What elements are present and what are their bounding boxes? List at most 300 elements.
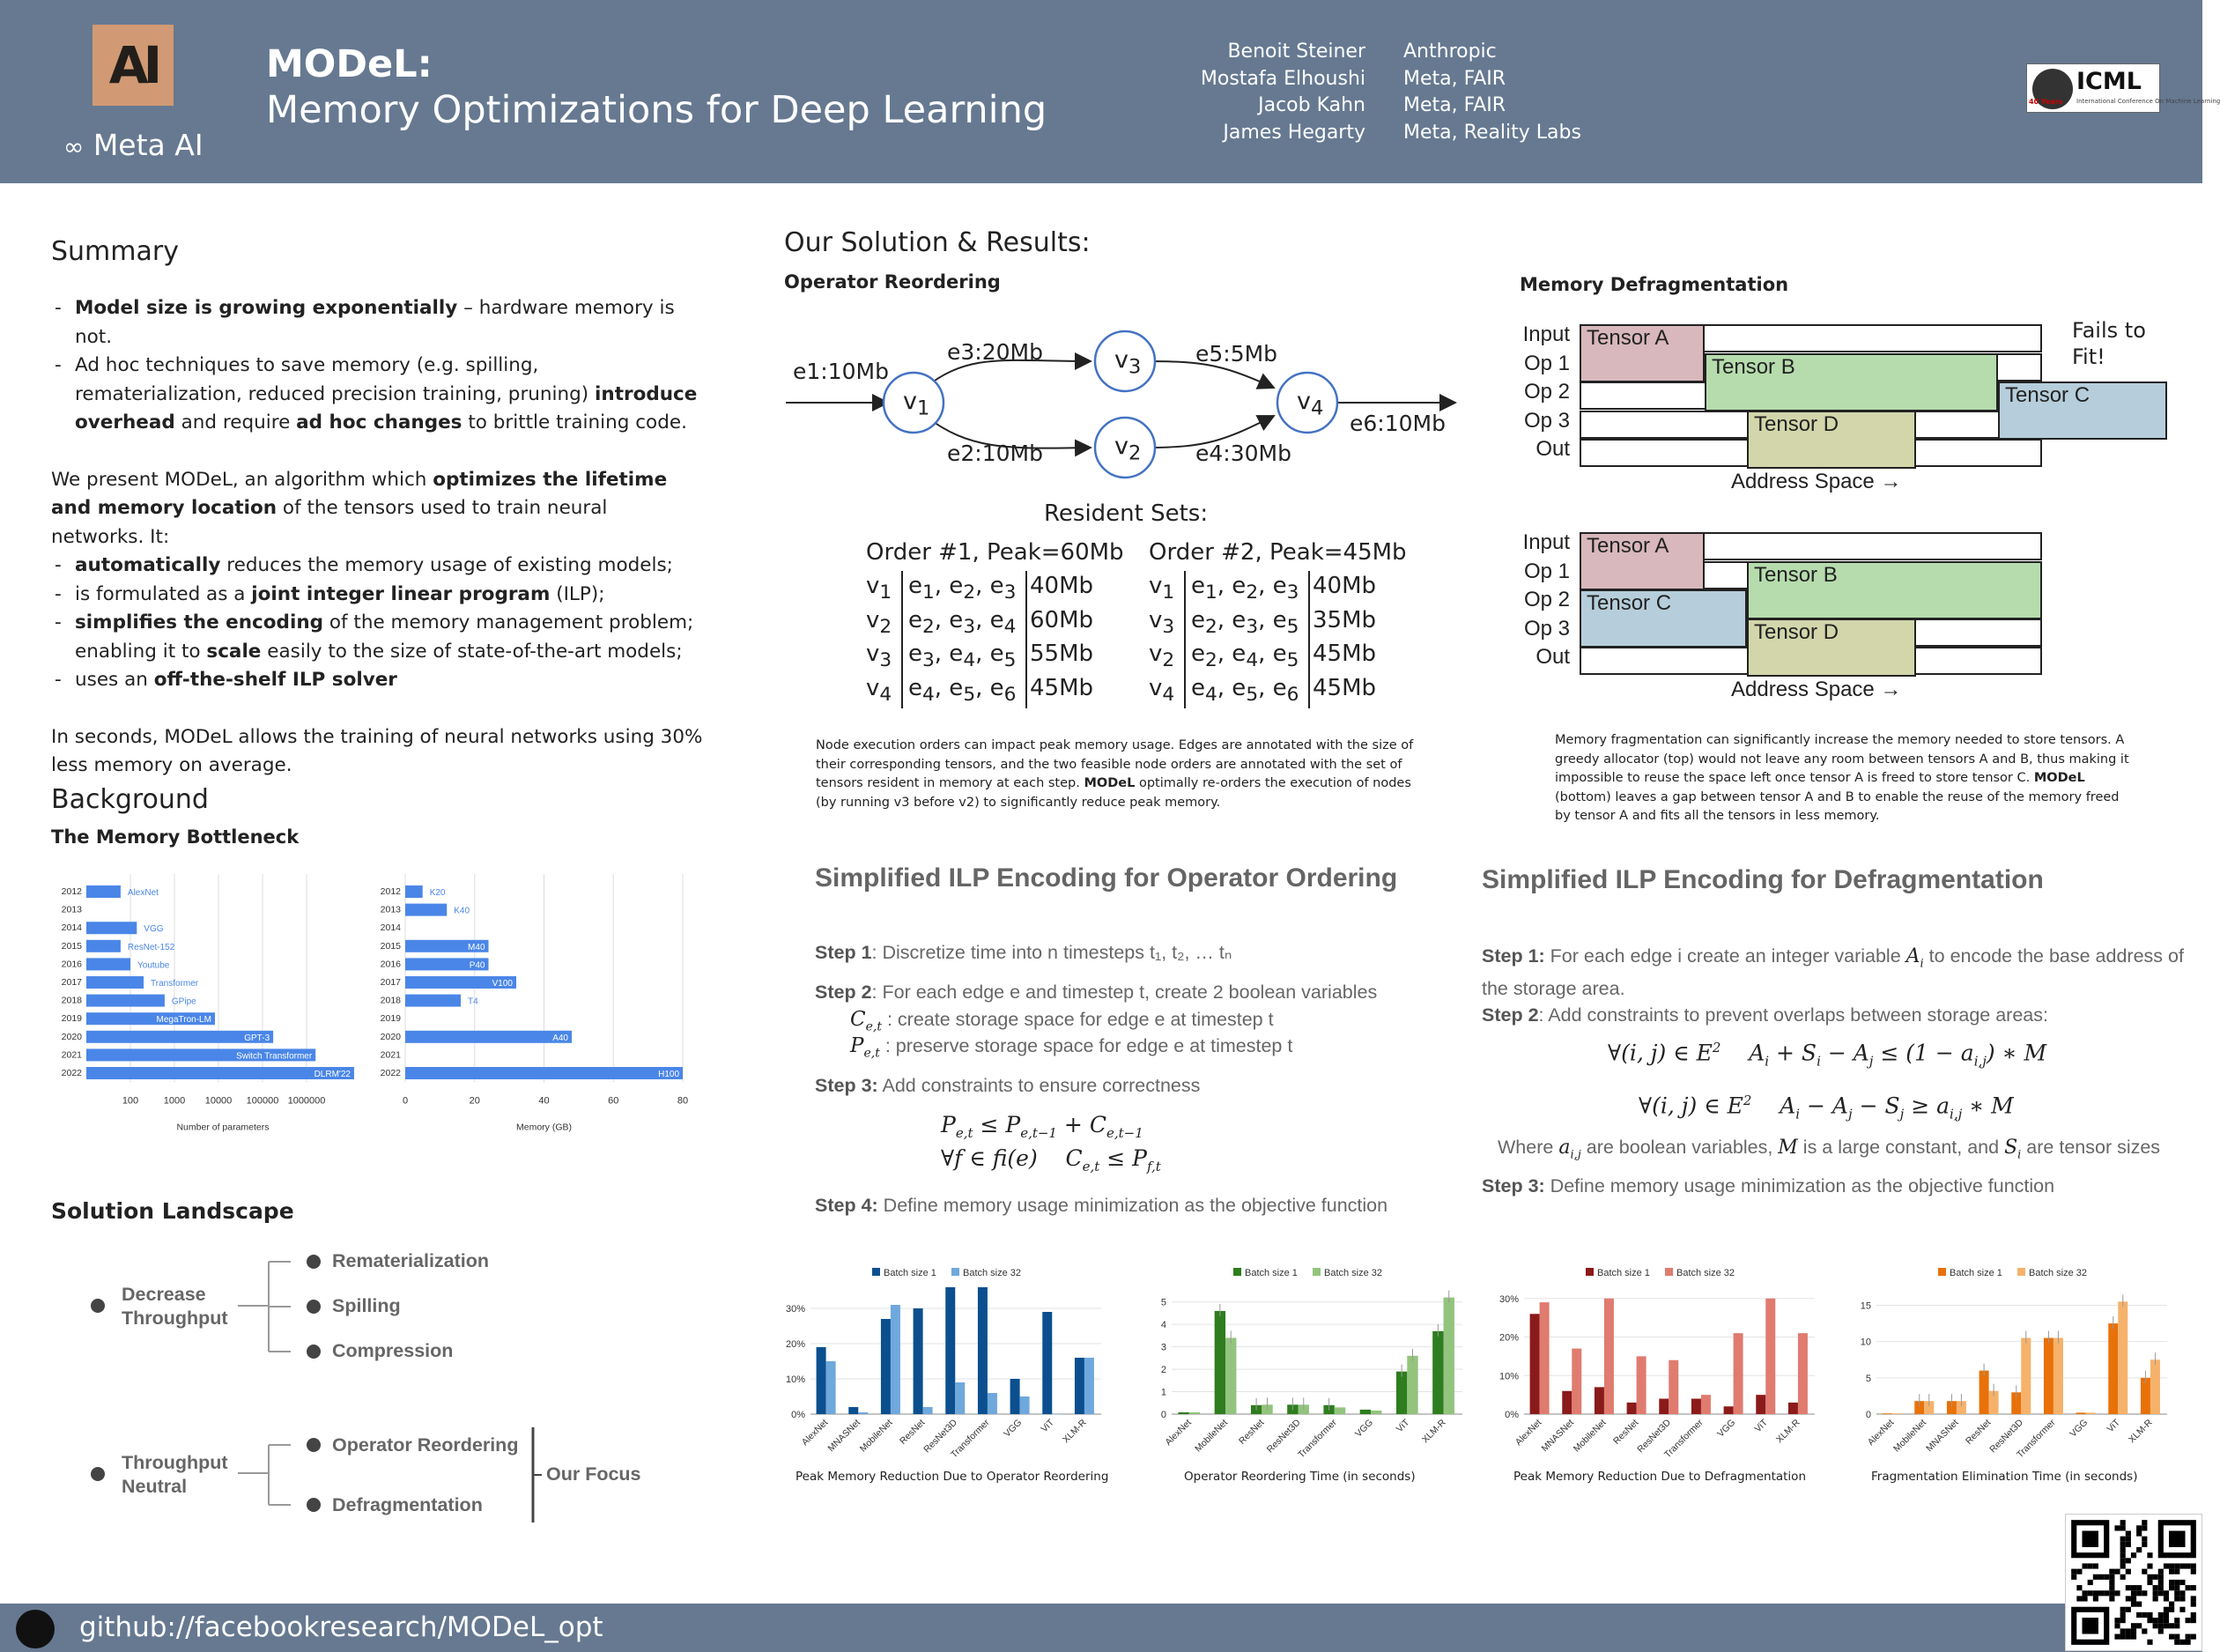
text: Add constraints to ensure correctness	[877, 1075, 1201, 1096]
operator-reordering-heading: Operator Reordering	[784, 271, 1001, 293]
qr-module	[2191, 1618, 2196, 1623]
branch-dot-icon	[307, 1255, 321, 1269]
set-cell: $e_4$, $e_5$, $e_6$	[908, 674, 1017, 706]
summary-bullet	[51, 666, 703, 695]
qr-finder	[2169, 1530, 2185, 1546]
node-cell: $v_3$	[866, 641, 892, 672]
year-label: 2013	[380, 904, 401, 915]
qr-module	[2153, 1623, 2158, 1628]
tick-label: 0%	[1505, 1410, 1519, 1420]
bold-text: introduce overhead	[75, 382, 698, 433]
qr-module	[2158, 1590, 2164, 1596]
text: Define memory usage minimization as the objective function	[877, 1195, 1388, 1216]
qr-module	[2126, 1628, 2131, 1633]
parameters-chart	[51, 872, 359, 1163]
bar	[1883, 1413, 1892, 1414]
qr-module	[2120, 1634, 2126, 1640]
bar	[891, 1305, 900, 1414]
tick-label: 60	[608, 1095, 619, 1107]
bar	[1075, 1358, 1084, 1414]
tick-label: 10	[1860, 1337, 1871, 1348]
qr-module	[2104, 1574, 2109, 1580]
reorder-caption	[816, 737, 1415, 812]
bar	[405, 885, 423, 898]
tick-label: 5	[1160, 1297, 1166, 1308]
qr-module	[2071, 1574, 2076, 1580]
icml-logo	[2026, 63, 2220, 113]
qr-module	[2169, 1607, 2174, 1612]
qr-module	[2136, 1525, 2142, 1530]
qr-module	[2142, 1525, 2147, 1530]
p-et-symbol: $P_{e,t}$	[850, 1034, 880, 1061]
edge-e4-label: e4:30Mb	[1195, 441, 1291, 466]
qr-module	[2169, 1580, 2174, 1585]
year-label: 2012	[61, 886, 82, 897]
qr-module	[2120, 1628, 2126, 1633]
bar	[1756, 1395, 1765, 1414]
bar	[1215, 1311, 1225, 1414]
order2-title: Order #2, Peak=45Mb	[1149, 539, 1407, 566]
qr-module	[2186, 1563, 2191, 1568]
qr-module	[2131, 1590, 2136, 1596]
legend-label: Batch size 1	[1245, 1268, 1298, 1278]
category-label: AlexNet	[799, 1417, 831, 1448]
branch-dot-icon	[307, 1300, 321, 1314]
set-cell: $e_1$, $e_2$, $e_3$	[908, 573, 1017, 604]
qr-module	[2082, 1563, 2087, 1568]
qr-module	[2126, 1634, 2131, 1640]
ilp-defrag-step1	[1482, 944, 2187, 1001]
set-cell: $e_2$, $e_3$, $e_5$	[1191, 606, 1299, 638]
defragmentation-label: Defragmentation	[332, 1494, 483, 1515]
divider	[1184, 571, 1186, 606]
row-label: Op 3	[1523, 616, 1570, 641]
bar	[86, 995, 165, 1007]
summary-text	[51, 294, 703, 781]
background-heading: Background	[51, 784, 209, 815]
tick-label: 20	[469, 1095, 480, 1107]
category-label: MNASNet	[825, 1417, 862, 1455]
qr-module	[2131, 1634, 2136, 1640]
category-label: ResNet3D	[921, 1417, 959, 1456]
ilp-defrag-where	[1498, 1137, 2160, 1161]
category-label: VGG	[2068, 1417, 2090, 1440]
text: are tensor sizes	[2021, 1137, 2161, 1158]
qr-module	[2158, 1618, 2164, 1623]
qr-code-icon[interactable]	[2065, 1514, 2202, 1651]
qr-module	[2088, 1590, 2093, 1596]
category-label: ResNet3D	[1635, 1417, 1673, 1456]
qr-module	[2114, 1590, 2120, 1596]
year-label: 2021	[380, 1049, 401, 1061]
qr-module	[2174, 1640, 2179, 1645]
year-label: 2016	[380, 959, 401, 970]
row-label: Op 2	[1523, 380, 1570, 404]
category-label: AlexNet	[1865, 1417, 1897, 1448]
text: uses an	[75, 669, 154, 691]
defrag-caption	[1555, 731, 2136, 826]
size-cell: 45Mb	[1030, 674, 1094, 701]
bar	[1765, 1299, 1775, 1414]
bar	[2076, 1412, 2086, 1414]
bar	[405, 995, 461, 1007]
meta-ai-logo: ∞ Meta AI	[63, 128, 204, 162]
qr-module	[2164, 1590, 2169, 1596]
tensor-block: Tensor B	[1705, 353, 1998, 411]
year-label: 2017	[61, 977, 82, 988]
qr-module	[2147, 1618, 2152, 1623]
qr-module	[2142, 1537, 2147, 1542]
chart-caption: Peak Memory Reduction Due to Operator Reordering	[796, 1470, 1109, 1484]
qr-module	[2142, 1612, 2147, 1618]
row-label: Op 1	[1523, 559, 1570, 583]
qr-module	[2076, 1585, 2082, 1590]
qr-module	[2109, 1574, 2114, 1580]
bar	[2118, 1301, 2128, 1414]
resident-sets-title: Resident Sets:	[1044, 500, 1209, 527]
bold-text: optimizes the lifetime and memory location	[51, 468, 668, 519]
step-label: Step 4:	[815, 1195, 878, 1216]
branch-dot-icon	[307, 1498, 321, 1512]
bar	[1530, 1314, 1540, 1414]
qr-module	[2142, 1542, 2147, 1547]
summary-heading: Summary	[51, 236, 179, 267]
affiliation: Meta, FAIR	[1403, 94, 1506, 116]
qr-module	[2126, 1569, 2131, 1574]
bar	[2086, 1412, 2096, 1414]
tick-label: 20%	[1498, 1332, 1519, 1344]
bar	[1980, 1371, 1989, 1414]
year-label: 2012	[380, 886, 401, 897]
text: of the memory management problem; enabling it to	[75, 611, 694, 663]
qr-module	[2142, 1628, 2147, 1633]
text: Memory fragmentation can significantly increase the memory needed to store tensors. A greedy allocator (top) would not leave any room between tensors A and B, thus making it impossible to reuse the space left once tensor A is freed to store tensor C.	[1555, 733, 2129, 785]
qr-module	[2126, 1542, 2131, 1547]
qr-module	[2114, 1569, 2120, 1574]
text: (ILP);	[550, 582, 605, 605]
ilp-order-step1	[815, 942, 1232, 964]
bar	[914, 1308, 923, 1414]
category-label: Transformer	[948, 1417, 992, 1461]
bar	[2054, 1338, 2063, 1414]
divider	[1184, 639, 1186, 674]
axis-label: Number of parameters	[176, 1122, 270, 1133]
qr-module	[2082, 1590, 2087, 1596]
year-label: 2014	[61, 922, 82, 934]
bar-label: Switch Transformer	[236, 1051, 313, 1062]
authors	[1084, 39, 1365, 146]
bold-text: simplifies the encoding	[75, 611, 324, 633]
tick-label: 100	[122, 1095, 139, 1107]
operator-reordering-label: Operator Reordering	[332, 1434, 519, 1456]
qr-module	[2120, 1525, 2126, 1530]
qr-module	[2164, 1607, 2169, 1612]
year-label: 2018	[380, 995, 401, 1006]
qr-module	[2153, 1596, 2158, 1601]
tick-label: 30%	[785, 1304, 805, 1315]
qr-module	[2186, 1634, 2191, 1640]
tick-label: 10000	[204, 1095, 233, 1107]
year-label: 2017	[380, 977, 401, 988]
bar	[2150, 1359, 2160, 1414]
qr-module	[2142, 1590, 2147, 1596]
bar	[1595, 1387, 1604, 1414]
qr-module	[2120, 1547, 2126, 1552]
text: is formulated as a	[75, 582, 252, 605]
tick-label: 10%	[785, 1374, 805, 1385]
address-space-label: Address Space →	[1731, 678, 1902, 701]
qr-module	[2088, 1563, 2093, 1568]
set-cell: $e_2$, $e_4$, $e_5$	[1191, 641, 1299, 672]
tensor-block: Tensor A	[1580, 324, 1705, 382]
category-label: XLM-R	[2127, 1417, 2155, 1446]
tick-label: 20%	[785, 1339, 805, 1350]
neutral-node-icon	[91, 1467, 105, 1481]
legend-swatch	[951, 1268, 959, 1276]
qr-module	[2191, 1585, 2196, 1590]
bar	[1892, 1413, 1902, 1414]
qr-module	[2093, 1574, 2098, 1580]
fails-to-fit-label	[2072, 317, 2146, 370]
ilp-defrag-heading: Simplified ILP Encoding for Defragmentation	[1482, 865, 2044, 894]
step-label: Step 2	[1482, 1004, 1539, 1026]
text: is a large constant, and	[1797, 1137, 2005, 1158]
qr-module	[2179, 1596, 2185, 1601]
qr-module	[2076, 1569, 2082, 1574]
step-label: Step 3:	[815, 1075, 878, 1096]
v4-label: $v_4$	[1297, 388, 1324, 420]
qr-module	[2114, 1525, 2120, 1530]
summary-paragraph: In seconds, MODeL allows the training of neural networks using 30% less memory on average.	[51, 725, 703, 776]
qr-module	[2174, 1590, 2179, 1596]
bar	[1444, 1298, 1454, 1414]
qr-module	[2186, 1640, 2191, 1645]
title-line-2: Memory Optimizations for Deep Learning	[266, 88, 1047, 132]
row-label: Out	[1536, 437, 1570, 461]
size-cell: 55Mb	[1030, 641, 1094, 667]
bar	[86, 940, 121, 952]
defrag-reduction-chart	[1489, 1256, 1824, 1476]
tick-label: 40	[538, 1095, 550, 1107]
bold-text: Model size is growing exponentially	[75, 297, 458, 319]
bar	[2044, 1338, 2054, 1414]
bar-label: AlexNet	[127, 888, 159, 898]
set-cell: $e_3$, $e_4$, $e_5$	[908, 641, 1017, 672]
qr-module	[2120, 1618, 2126, 1623]
tick-label: 15	[1860, 1300, 1871, 1312]
bar	[1724, 1406, 1734, 1414]
text: (bottom) leaves a gap between tensor A and B to enable the reuse of the memory freed by tensor A and fits all the tensors in less memory.	[1555, 789, 2120, 823]
bar	[1627, 1403, 1637, 1414]
category-label: ViT	[1752, 1417, 1770, 1435]
text: For each edge i create an integer variable	[1544, 945, 1906, 967]
bar-label: M40	[468, 942, 485, 952]
branch-dot-icon	[307, 1345, 321, 1359]
reorder-reduction-chart	[775, 1256, 1110, 1476]
text: : create storage space for edge e at timestep t	[881, 1009, 1274, 1030]
qr-module	[2158, 1612, 2164, 1618]
github-icon	[16, 1610, 55, 1648]
qr-module	[2153, 1618, 2158, 1623]
bar	[1562, 1391, 1572, 1414]
bar-label: T4	[468, 996, 478, 1007]
bar	[405, 904, 447, 916]
bar	[1659, 1399, 1669, 1415]
text: and require	[174, 411, 297, 433]
bar	[1637, 1356, 1646, 1414]
ilp-order-step2b	[850, 1034, 1292, 1061]
qr-module	[2136, 1590, 2142, 1596]
qr-module	[2174, 1596, 2179, 1601]
legend-swatch	[2017, 1268, 2025, 1276]
qr-module	[2076, 1596, 2082, 1601]
qr-module	[2153, 1590, 2158, 1596]
bar	[1335, 1407, 1345, 1414]
tick-label: 0%	[791, 1410, 805, 1420]
qr-module	[2153, 1574, 2158, 1580]
qr-module	[2120, 1537, 2126, 1542]
divider	[901, 639, 903, 674]
step-label: Step 2	[815, 982, 872, 1003]
bold-text: automatically	[75, 554, 221, 576]
divider	[1184, 605, 1186, 641]
bar	[858, 1412, 868, 1414]
bar	[1572, 1349, 1581, 1414]
row-label: Input	[1522, 322, 1570, 346]
bar	[1010, 1379, 1020, 1414]
overlap-constraint-2: ∀(i, j) ∈ $E^2$ $A_i - A_j - S_j \ge a_{i,j}$ ∗ M	[1639, 1093, 2014, 1122]
text: Throughput	[122, 1308, 228, 1329]
category-label: MobileNet	[857, 1417, 895, 1455]
text: optimally re-orders the execution of nodes (by running v3 before v2) to significantly reduce peak memory.	[816, 776, 1411, 810]
qr-module	[2114, 1618, 2120, 1623]
qr-module	[2120, 1574, 2126, 1580]
qr-module	[2093, 1590, 2098, 1596]
affiliation: Meta, Reality Labs	[1403, 121, 1581, 144]
legend-label: Batch size 32	[963, 1268, 1022, 1278]
year-label: 2020	[61, 1031, 82, 1042]
text: Fails to	[2072, 318, 2146, 343]
qr-module	[2174, 1634, 2179, 1640]
qr-module	[2164, 1618, 2169, 1623]
qr-module	[2120, 1607, 2126, 1612]
year-label: 2022	[380, 1068, 401, 1078]
tick-label: 0	[1865, 1410, 1871, 1420]
qr-module	[2093, 1563, 2098, 1568]
legend-label: Batch size 32	[2029, 1268, 2088, 1278]
text: Where	[1498, 1137, 1559, 1158]
qr-module	[2126, 1558, 2131, 1563]
tick-label: 100000	[246, 1095, 279, 1107]
set-cell: $e_4$, $e_5$, $e_6$	[1191, 674, 1299, 706]
qr-module	[2158, 1585, 2164, 1590]
m-symbol: M	[1778, 1137, 1798, 1159]
ilp-defrag-step2	[1482, 1004, 2048, 1026]
category-label: MNASNet	[1924, 1417, 1961, 1455]
divider	[1025, 605, 1027, 641]
c-et-symbol: $C_{e,t}$	[850, 1008, 882, 1034]
tensor-block: Tensor C	[1580, 589, 1747, 648]
set-cell: $e_2$, $e_3$, $e_4$	[908, 606, 1017, 638]
bar-label: Youtube	[137, 960, 170, 971]
text: Fit!	[2072, 344, 2105, 369]
qr-module	[2142, 1520, 2147, 1525]
legend-label: Batch size 32	[1676, 1268, 1735, 1278]
text: : Add constraints to prevent overlaps between storage areas:	[1538, 1004, 2048, 1026]
qr-module	[2126, 1585, 2131, 1590]
qr-module	[2191, 1634, 2196, 1640]
bar	[1371, 1411, 1381, 1414]
qr-module	[2191, 1569, 2196, 1574]
node-cell: $v_1$	[1149, 573, 1175, 604]
bar	[881, 1319, 891, 1414]
divider	[901, 673, 903, 708]
qr-module	[2131, 1585, 2136, 1590]
memory-chart	[370, 872, 687, 1163]
bar	[817, 1347, 826, 1414]
row-label: Op 1	[1523, 351, 1570, 375]
category-label: Transformer	[2014, 1417, 2058, 1461]
qr-module	[2191, 1602, 2196, 1607]
bar	[923, 1407, 933, 1414]
bold-text: joint integer linear program	[251, 582, 551, 605]
bar	[945, 1287, 955, 1414]
edge-e5-label: e5:5Mb	[1195, 341, 1278, 367]
year-label: 2021	[61, 1049, 82, 1061]
text: to encode the base address of the storage area.	[1482, 945, 2184, 1000]
icml-years: 40 Years	[2029, 98, 2063, 106]
github-link[interactable]: github://facebookresearch/MODeL_opt	[79, 1611, 603, 1643]
constraint-1: $P_{e,t} \le P_{e,t-1} + C_{e,t-1}$	[941, 1112, 1143, 1141]
axis-label: Memory (GB)	[516, 1122, 572, 1133]
divider	[901, 605, 903, 641]
tick-label: 1000000	[287, 1095, 326, 1107]
bar	[2108, 1323, 2118, 1414]
bar	[1020, 1396, 1030, 1414]
node-cell: $v_3$	[1149, 606, 1175, 638]
bar-label: K20	[429, 888, 446, 898]
overlap-constraint-1: ∀(i, j) ∈ $E^2$ $A_i + S_i - A_j \le (1 - a_{i,j})$ ∗ M	[1608, 1040, 2047, 1070]
category-label: Transformer	[1661, 1417, 1706, 1461]
summary-paragraph	[51, 466, 703, 552]
step-label: Step 1	[815, 942, 872, 963]
divider	[1308, 673, 1310, 708]
category-label: AlexNet	[1513, 1417, 1544, 1448]
ilp-order-step4	[815, 1195, 1388, 1217]
qr-module	[2109, 1580, 2114, 1585]
tensor-block: Tensor D	[1747, 619, 1916, 677]
qr-module	[2120, 1542, 2126, 1547]
year-label: 2020	[380, 1031, 401, 1042]
ilp-defrag-step3	[1482, 1175, 2054, 1197]
size-cell: 45Mb	[1313, 641, 1377, 667]
category-label: MobileNet	[1891, 1417, 1928, 1455]
year-label: 2016	[61, 959, 82, 970]
category-label: VGG	[1715, 1417, 1738, 1440]
text: are boolean variables,	[1580, 1137, 1779, 1158]
category-label: ViT	[1394, 1417, 1412, 1435]
qr-module	[2179, 1590, 2185, 1596]
year-label: 2022	[61, 1068, 82, 1078]
title-line-1: MODeL:	[266, 42, 433, 86]
row-label: Op 2	[1523, 588, 1570, 611]
qr-module	[2131, 1596, 2136, 1601]
bar	[1084, 1358, 1094, 1414]
qr-module	[2191, 1596, 2196, 1601]
tensor-block: Tensor A	[1580, 532, 1705, 590]
text: Decrease	[122, 1284, 206, 1305]
qr-module	[2120, 1612, 2126, 1618]
